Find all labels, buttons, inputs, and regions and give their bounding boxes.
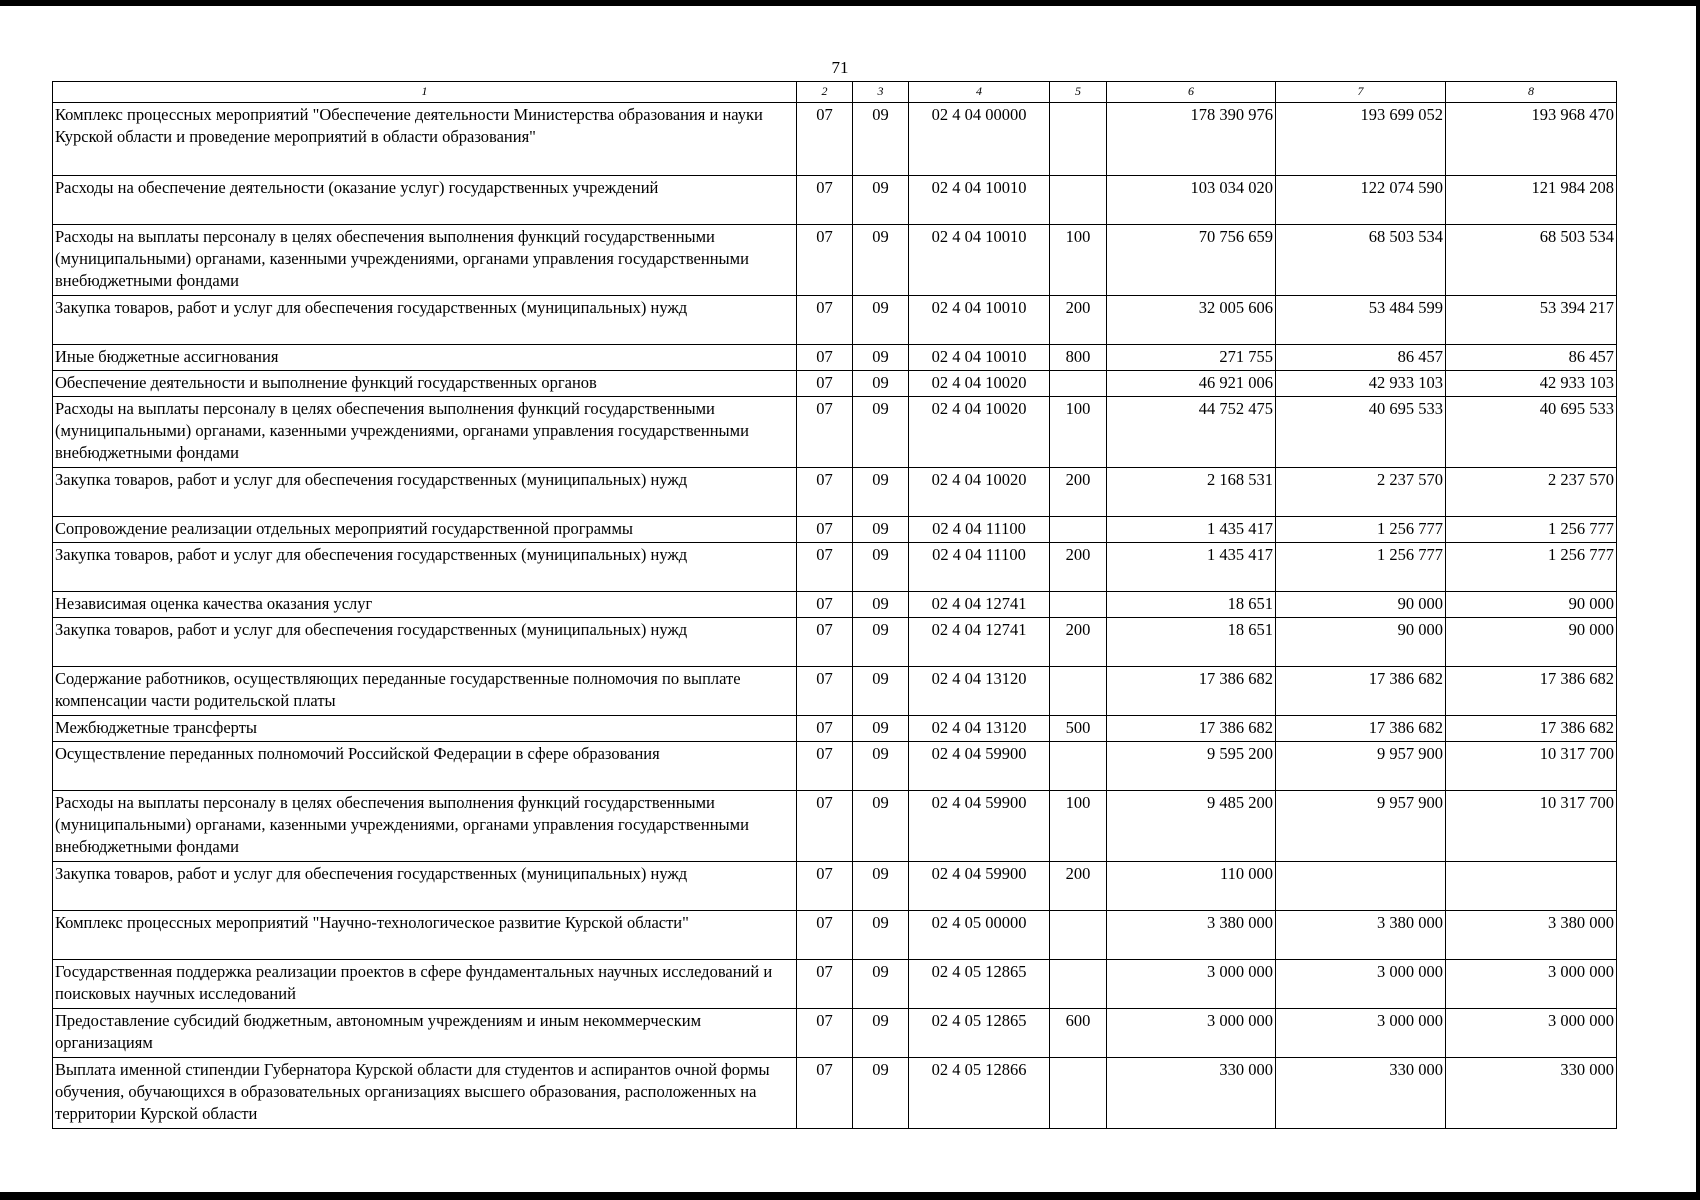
row-name: Обеспечение деятельности и выполнение функций государственных органов xyxy=(53,371,797,397)
table-row xyxy=(53,176,1617,225)
row-target-article: 02 4 04 12741 xyxy=(909,592,1050,618)
row-amount-col6: 3 000 000 xyxy=(1107,1009,1276,1058)
row-name: Закупка товаров, работ и услуг для обеспечения государственных (муниципальных) нужд xyxy=(53,862,797,911)
row-expense-type xyxy=(1050,517,1107,543)
table-row xyxy=(53,716,1617,742)
row-expense-type: 200 xyxy=(1050,862,1107,911)
row-amount-col7 xyxy=(1276,862,1446,911)
row-subsection: 09 xyxy=(853,468,909,517)
row-section: 07 xyxy=(797,176,853,225)
row-section: 07 xyxy=(797,667,853,716)
row-target-article: 02 4 05 12865 xyxy=(909,1009,1050,1058)
row-target-article: 02 4 04 59900 xyxy=(909,862,1050,911)
row-amount-col6: 103 034 020 xyxy=(1107,176,1276,225)
header-col-1: 1 xyxy=(53,82,797,103)
scan-border-right xyxy=(1696,0,1700,1200)
scan-border-top xyxy=(0,0,1700,6)
row-amount-col7: 2 237 570 xyxy=(1276,468,1446,517)
row-target-article: 02 4 04 59900 xyxy=(909,742,1050,791)
row-name: Закупка товаров, работ и услуг для обеспечения государственных (муниципальных) нужд xyxy=(53,468,797,517)
row-section: 07 xyxy=(797,371,853,397)
row-target-article: 02 4 04 10010 xyxy=(909,345,1050,371)
row-target-article: 02 4 04 10020 xyxy=(909,397,1050,468)
table-row xyxy=(53,371,1617,397)
row-amount-col8: 3 000 000 xyxy=(1446,1009,1617,1058)
table-row xyxy=(53,667,1617,716)
row-amount-col8: 1 256 777 xyxy=(1446,543,1617,592)
row-amount-col6: 178 390 976 xyxy=(1107,103,1276,176)
row-expense-type: 100 xyxy=(1050,397,1107,468)
table-row xyxy=(53,543,1617,592)
header-col-8: 8 xyxy=(1446,82,1617,103)
row-subsection: 09 xyxy=(853,371,909,397)
row-amount-col8: 86 457 xyxy=(1446,345,1617,371)
row-amount-col7: 9 957 900 xyxy=(1276,791,1446,862)
row-amount-col8 xyxy=(1446,862,1617,911)
header-col-3: 3 xyxy=(853,82,909,103)
row-amount-col7: 330 000 xyxy=(1276,1058,1446,1129)
row-section: 07 xyxy=(797,345,853,371)
row-amount-col6: 18 651 xyxy=(1107,618,1276,667)
row-expense-type xyxy=(1050,592,1107,618)
row-subsection: 09 xyxy=(853,397,909,468)
row-amount-col6: 17 386 682 xyxy=(1107,667,1276,716)
row-section: 07 xyxy=(797,911,853,960)
row-amount-col6: 2 168 531 xyxy=(1107,468,1276,517)
row-section: 07 xyxy=(797,103,853,176)
budget-table xyxy=(52,81,1617,1129)
row-amount-col6: 3 000 000 xyxy=(1107,960,1276,1009)
row-target-article: 02 4 04 13120 xyxy=(909,667,1050,716)
row-amount-col7: 90 000 xyxy=(1276,592,1446,618)
row-amount-col6: 46 921 006 xyxy=(1107,371,1276,397)
row-expense-type: 500 xyxy=(1050,716,1107,742)
row-amount-col6: 110 000 xyxy=(1107,862,1276,911)
table-row xyxy=(53,862,1617,911)
row-section: 07 xyxy=(797,225,853,296)
row-target-article: 02 4 04 59900 xyxy=(909,791,1050,862)
page-number: 71 xyxy=(831,58,849,77)
row-section: 07 xyxy=(797,397,853,468)
row-amount-col6: 32 005 606 xyxy=(1107,296,1276,345)
row-name: Закупка товаров, работ и услуг для обеспечения государственных (муниципальных) нужд xyxy=(53,543,797,592)
table-row xyxy=(53,618,1617,667)
row-expense-type xyxy=(1050,742,1107,791)
row-target-article: 02 4 04 13120 xyxy=(909,716,1050,742)
row-expense-type xyxy=(1050,103,1107,176)
row-amount-col7: 86 457 xyxy=(1276,345,1446,371)
table-row xyxy=(53,742,1617,791)
row-subsection: 09 xyxy=(853,296,909,345)
row-amount-col8: 90 000 xyxy=(1446,592,1617,618)
row-name: Закупка товаров, работ и услуг для обеспечения государственных (муниципальных) нужд xyxy=(53,618,797,667)
row-section: 07 xyxy=(797,543,853,592)
row-amount-col7: 9 957 900 xyxy=(1276,742,1446,791)
row-amount-col6: 18 651 xyxy=(1107,592,1276,618)
row-name: Выплата именной стипендии Губернатора Курской области для студентов и аспирантов очной формы обучения, обучающихся в образовательных организациях высшего образования, расположенных на территории Курской области xyxy=(53,1058,797,1129)
row-subsection: 09 xyxy=(853,592,909,618)
row-name: Иные бюджетные ассигнования xyxy=(53,345,797,371)
table-row xyxy=(53,911,1617,960)
row-subsection: 09 xyxy=(853,345,909,371)
row-amount-col6: 70 756 659 xyxy=(1107,225,1276,296)
row-name: Расходы на выплаты персоналу в целях обеспечения выполнения функций государственными (муниципальными) органами, казенными учреждениями, органами управления государственными внебюджетными фондами xyxy=(53,397,797,468)
row-subsection: 09 xyxy=(853,742,909,791)
row-amount-col7: 17 386 682 xyxy=(1276,667,1446,716)
row-subsection: 09 xyxy=(853,1009,909,1058)
row-amount-col8: 2 237 570 xyxy=(1446,468,1617,517)
row-target-article: 02 4 04 10020 xyxy=(909,371,1050,397)
table-row xyxy=(53,225,1617,296)
row-amount-col7: 17 386 682 xyxy=(1276,716,1446,742)
row-target-article: 02 4 04 10010 xyxy=(909,225,1050,296)
table-row xyxy=(53,345,1617,371)
row-amount-col7: 3 000 000 xyxy=(1276,960,1446,1009)
row-section: 07 xyxy=(797,742,853,791)
scan-border-bottom xyxy=(0,1192,1700,1200)
row-name: Осуществление переданных полномочий Российской Федерации в сфере образования xyxy=(53,742,797,791)
row-amount-col7: 193 699 052 xyxy=(1276,103,1446,176)
row-section: 07 xyxy=(797,1058,853,1129)
row-expense-type xyxy=(1050,911,1107,960)
row-subsection: 09 xyxy=(853,862,909,911)
row-section: 07 xyxy=(797,1009,853,1058)
row-subsection: 09 xyxy=(853,176,909,225)
row-name: Расходы на обеспечение деятельности (оказание услуг) государственных учреждений xyxy=(53,176,797,225)
row-target-article: 02 4 04 00000 xyxy=(909,103,1050,176)
row-amount-col7: 90 000 xyxy=(1276,618,1446,667)
row-target-article: 02 4 04 11100 xyxy=(909,517,1050,543)
row-amount-col7: 122 074 590 xyxy=(1276,176,1446,225)
row-name: Закупка товаров, работ и услуг для обеспечения государственных (муниципальных) нужд xyxy=(53,296,797,345)
row-expense-type: 600 xyxy=(1050,1009,1107,1058)
row-expense-type: 200 xyxy=(1050,543,1107,592)
row-amount-col6: 44 752 475 xyxy=(1107,397,1276,468)
row-amount-col6: 3 380 000 xyxy=(1107,911,1276,960)
table-row xyxy=(53,397,1617,468)
row-amount-col7: 3 000 000 xyxy=(1276,1009,1446,1058)
row-amount-col7: 42 933 103 xyxy=(1276,371,1446,397)
table-row xyxy=(53,103,1617,176)
row-amount-col8: 17 386 682 xyxy=(1446,667,1617,716)
row-amount-col8: 42 933 103 xyxy=(1446,371,1617,397)
row-name: Комплекс процессных мероприятий "Научно-технологическое развитие Курской области" xyxy=(53,911,797,960)
row-expense-type: 800 xyxy=(1050,345,1107,371)
row-subsection: 09 xyxy=(853,791,909,862)
row-expense-type: 200 xyxy=(1050,618,1107,667)
table-row xyxy=(53,296,1617,345)
row-expense-type: 100 xyxy=(1050,791,1107,862)
row-name: Содержание работников, осуществляющих переданные государственные полномочия по выплате компенсации части родительской платы xyxy=(53,667,797,716)
row-section: 07 xyxy=(797,468,853,517)
header-col-4: 4 xyxy=(909,82,1050,103)
row-amount-col8: 40 695 533 xyxy=(1446,397,1617,468)
row-subsection: 09 xyxy=(853,225,909,296)
row-section: 07 xyxy=(797,592,853,618)
row-amount-col8: 3 380 000 xyxy=(1446,911,1617,960)
row-name: Государственная поддержка реализации проектов в сфере фундаментальных научных исследований и поисковых научных исследований xyxy=(53,960,797,1009)
row-amount-col7: 40 695 533 xyxy=(1276,397,1446,468)
row-amount-col6: 9 595 200 xyxy=(1107,742,1276,791)
row-name: Расходы на выплаты персоналу в целях обеспечения выполнения функций государственными (муниципальными) органами, казенными учреждениями, органами управления государственными внебюджетными фондами xyxy=(53,225,797,296)
row-name: Расходы на выплаты персоналу в целях обеспечения выполнения функций государственными (муниципальными) органами, казенными учреждениями, органами управления государственными внебюджетными фондами xyxy=(53,791,797,862)
row-section: 07 xyxy=(797,716,853,742)
row-amount-col8: 193 968 470 xyxy=(1446,103,1617,176)
header-col-5: 5 xyxy=(1050,82,1107,103)
row-section: 07 xyxy=(797,791,853,862)
row-expense-type: 100 xyxy=(1050,225,1107,296)
header-col-7: 7 xyxy=(1276,82,1446,103)
row-subsection: 09 xyxy=(853,911,909,960)
row-section: 07 xyxy=(797,296,853,345)
row-subsection: 09 xyxy=(853,517,909,543)
row-amount-col6: 330 000 xyxy=(1107,1058,1276,1129)
row-expense-type xyxy=(1050,371,1107,397)
row-section: 07 xyxy=(797,618,853,667)
row-amount-col6: 17 386 682 xyxy=(1107,716,1276,742)
row-amount-col8: 17 386 682 xyxy=(1446,716,1617,742)
row-amount-col6: 9 485 200 xyxy=(1107,791,1276,862)
row-amount-col8: 3 000 000 xyxy=(1446,960,1617,1009)
row-amount-col8: 68 503 534 xyxy=(1446,225,1617,296)
row-amount-col8: 90 000 xyxy=(1446,618,1617,667)
row-expense-type xyxy=(1050,960,1107,1009)
row-amount-col7: 53 484 599 xyxy=(1276,296,1446,345)
row-subsection: 09 xyxy=(853,667,909,716)
row-expense-type: 200 xyxy=(1050,296,1107,345)
row-target-article: 02 4 04 10010 xyxy=(909,176,1050,225)
table-row xyxy=(53,1058,1617,1129)
table-row xyxy=(53,791,1617,862)
row-name: Независимая оценка качества оказания услуг xyxy=(53,592,797,618)
row-name: Комплекс процессных мероприятий "Обеспечение деятельности Министерства образования и науки Курской области и проведение мероприятий в области образования" xyxy=(53,103,797,176)
row-target-article: 02 4 04 12741 xyxy=(909,618,1050,667)
row-name: Межбюджетные трансферты xyxy=(53,716,797,742)
row-amount-col7: 1 256 777 xyxy=(1276,517,1446,543)
row-section: 07 xyxy=(797,960,853,1009)
row-name: Сопровождение реализации отдельных мероприятий государственной программы xyxy=(53,517,797,543)
row-target-article: 02 4 05 12865 xyxy=(909,960,1050,1009)
row-target-article: 02 4 04 10010 xyxy=(909,296,1050,345)
row-target-article: 02 4 05 12866 xyxy=(909,1058,1050,1129)
row-expense-type xyxy=(1050,176,1107,225)
header-col-2: 2 xyxy=(797,82,853,103)
table-row xyxy=(53,1009,1617,1058)
row-subsection: 09 xyxy=(853,103,909,176)
row-subsection: 09 xyxy=(853,716,909,742)
row-amount-col6: 271 755 xyxy=(1107,345,1276,371)
table-row xyxy=(53,960,1617,1009)
row-subsection: 09 xyxy=(853,543,909,592)
row-expense-type xyxy=(1050,1058,1107,1129)
row-section: 07 xyxy=(797,862,853,911)
row-amount-col6: 1 435 417 xyxy=(1107,543,1276,592)
row-amount-col8: 330 000 xyxy=(1446,1058,1617,1129)
row-amount-col8: 1 256 777 xyxy=(1446,517,1617,543)
row-expense-type xyxy=(1050,667,1107,716)
row-subsection: 09 xyxy=(853,618,909,667)
row-target-article: 02 4 04 10020 xyxy=(909,468,1050,517)
table-row xyxy=(53,517,1617,543)
row-amount-col7: 1 256 777 xyxy=(1276,543,1446,592)
header-col-6: 6 xyxy=(1107,82,1276,103)
row-amount-col8: 10 317 700 xyxy=(1446,742,1617,791)
row-target-article: 02 4 04 11100 xyxy=(909,543,1050,592)
row-amount-col6: 1 435 417 xyxy=(1107,517,1276,543)
header-row xyxy=(53,82,1617,103)
row-amount-col8: 10 317 700 xyxy=(1446,791,1617,862)
row-expense-type: 200 xyxy=(1050,468,1107,517)
table-row xyxy=(53,592,1617,618)
row-section: 07 xyxy=(797,517,853,543)
row-amount-col7: 68 503 534 xyxy=(1276,225,1446,296)
row-amount-col8: 53 394 217 xyxy=(1446,296,1617,345)
row-target-article: 02 4 05 00000 xyxy=(909,911,1050,960)
row-subsection: 09 xyxy=(853,1058,909,1129)
row-name: Предоставление субсидий бюджетным, автономным учреждениям и иным некоммерческим организациям xyxy=(53,1009,797,1058)
row-subsection: 09 xyxy=(853,960,909,1009)
row-amount-col8: 121 984 208 xyxy=(1446,176,1617,225)
row-amount-col7: 3 380 000 xyxy=(1276,911,1446,960)
table-row xyxy=(53,468,1617,517)
